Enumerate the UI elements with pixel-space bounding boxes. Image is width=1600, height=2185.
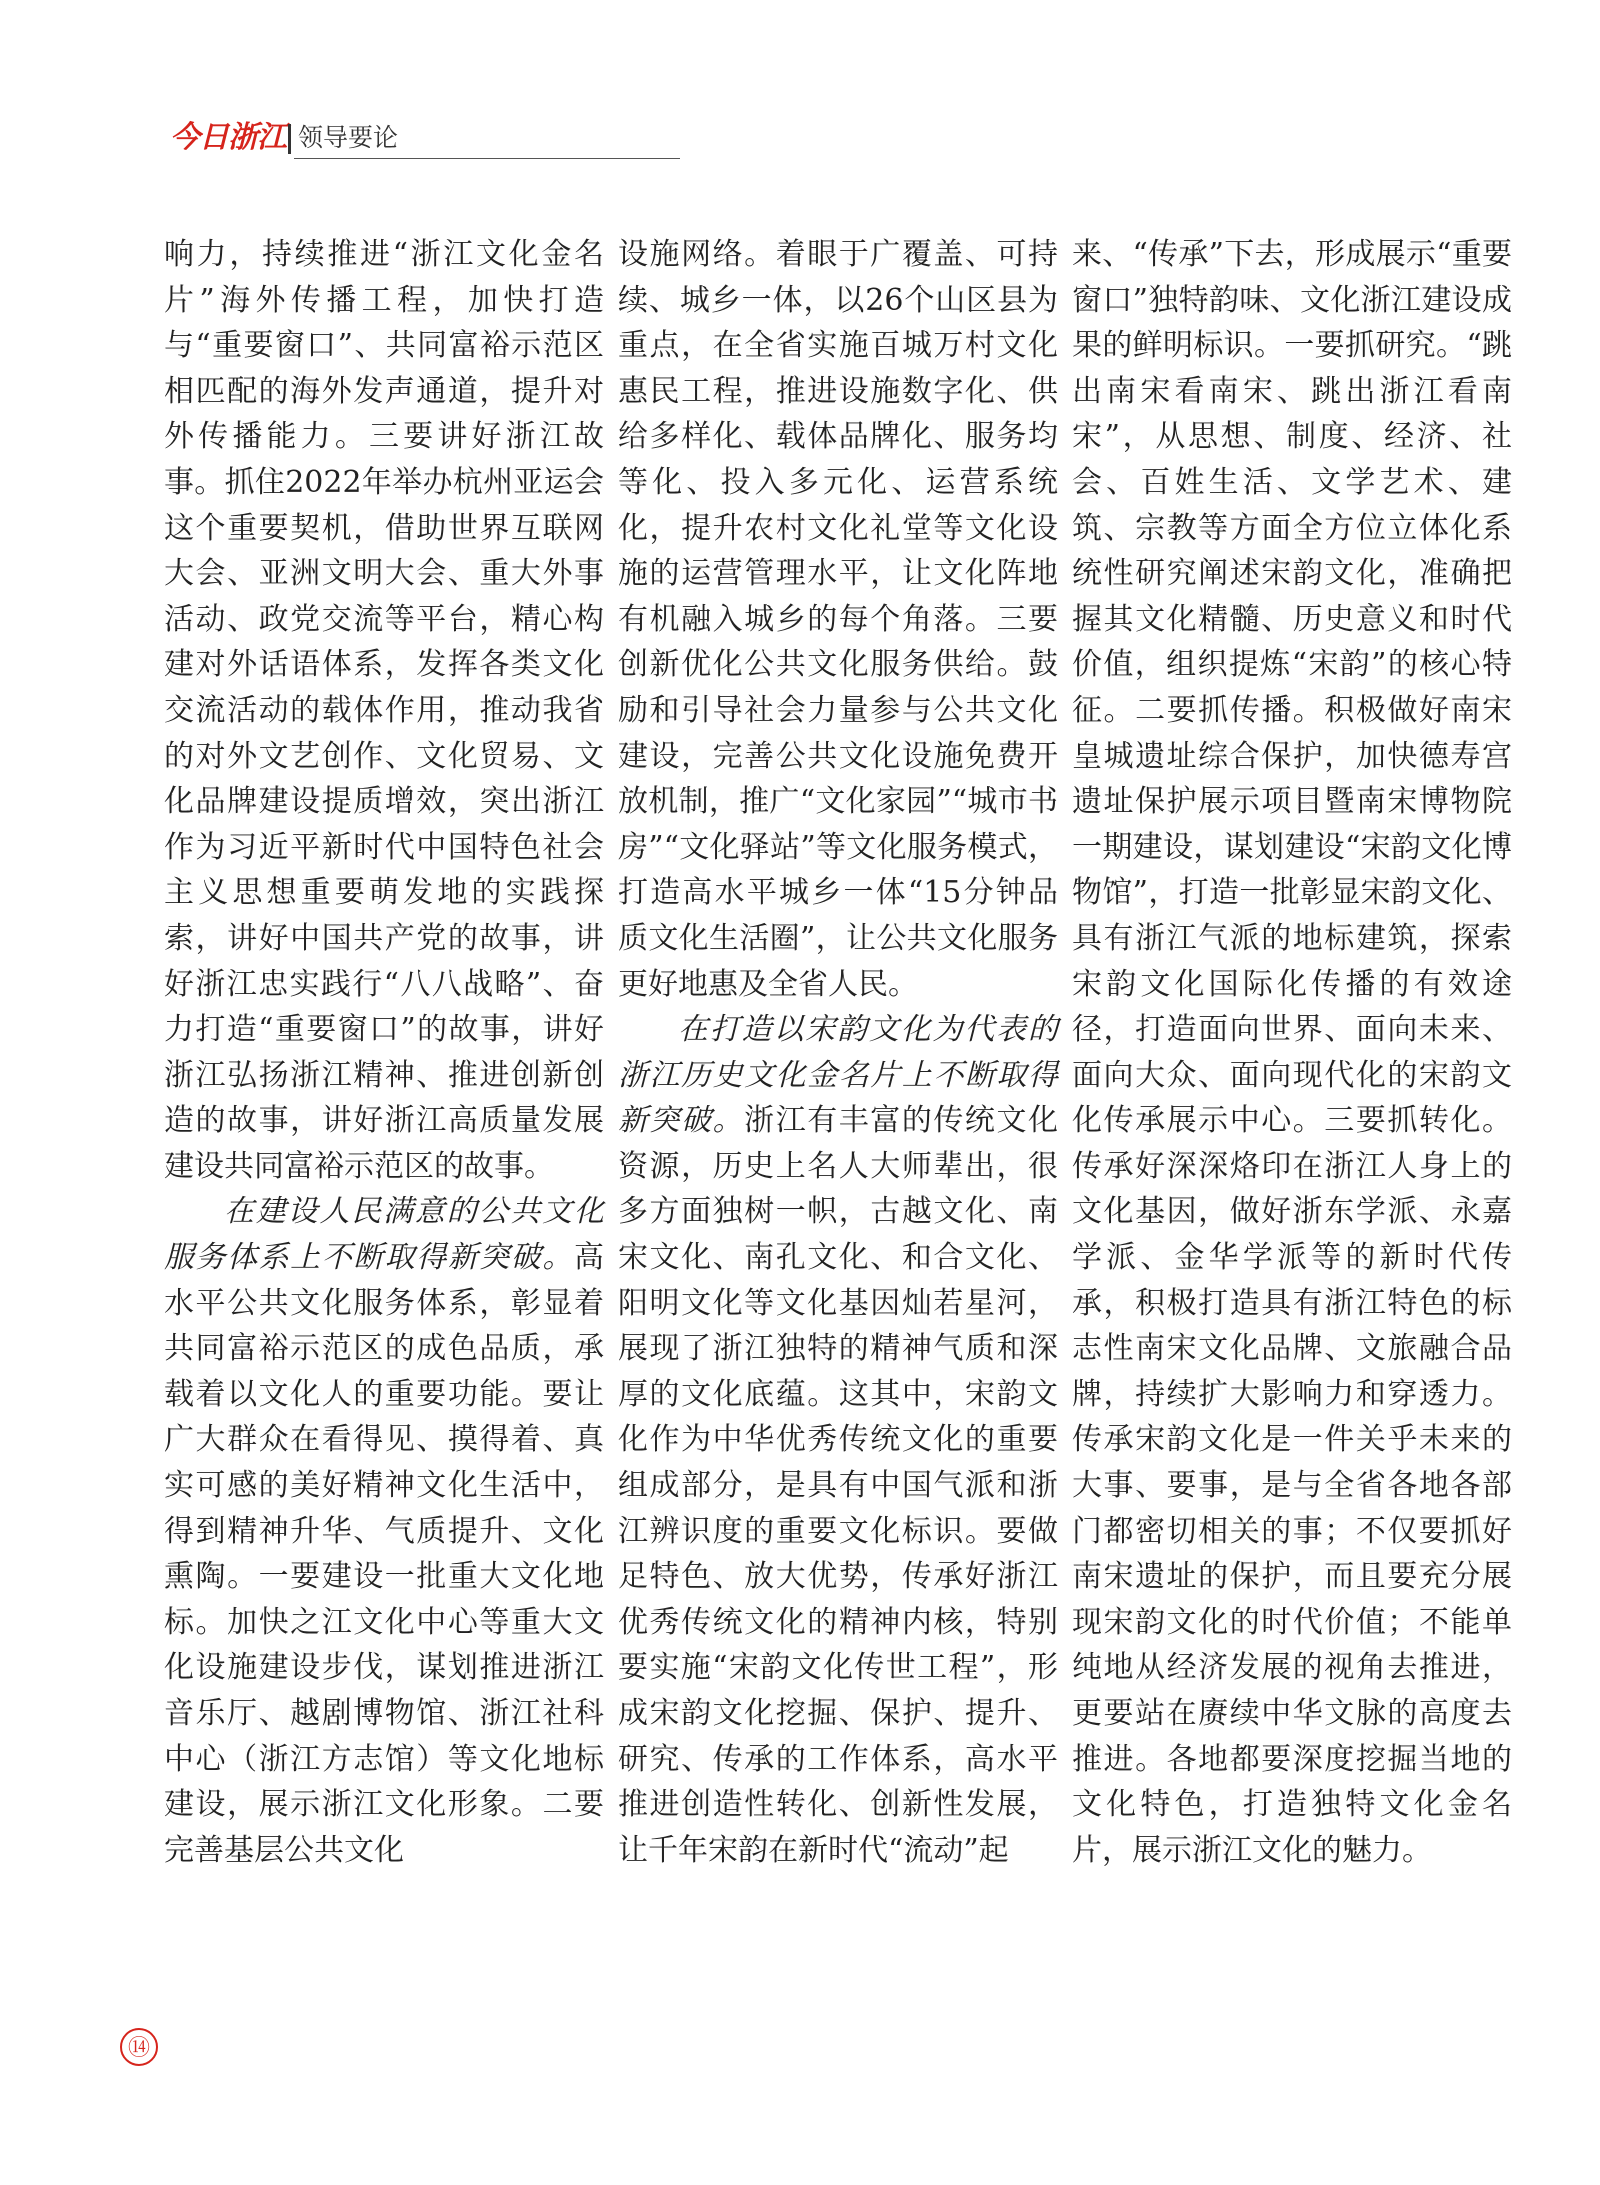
header-separator bbox=[288, 124, 291, 154]
text-column-1 bbox=[164, 232, 604, 1873]
section-title: 领导要论 bbox=[298, 123, 399, 152]
paragraph: 设施网络。着眼于广覆盖、可持续、城乡一体，以26个山区县为重点，在全省实施百城万村文化惠民工程，推进设施数字化、供给多样化、载体品牌化、服务均等化、投入多元化、运营系统化，提升农村文化礼堂等文化设施的运营管理水平，让文化阵地有机融入城乡的每个角落。三要创新优化公共文化服务供给。鼓励和引导社会力量参与公共文化建设，完善公共文化设施免费开放机制，推广“文化家园”“城市书房”“文化驿站”等文化服务模式，打造高水平城乡一体“15分钟品质文化生活圈”，让公共文化服务更好地惠及全省人民。 bbox=[618, 237, 1058, 1002]
paragraph: 来、“传承”下去，形成展示“重要窗口”独特韵味、文化浙江建设成果的鲜明标识。一要抓研究。“跳出南宋看南宋、跳出浙江看南宋”，从思想、制度、经济、社会、百姓生活、文学艺术、建筑、宗教等方面全方位立体化系统性研究阐述宋韵文化，准确把握其文化精髓、历史意义和时代价值，组织提炼“宋韵”的核心特征。二要抓传播。积极做好南宋皇城遗址综合保护，加快德寿宫遗址保护展示项目暨南宋博物院一期建设，谋划建设“宋韵文化博物馆”，打造一批彰显宋韵文化、具有浙江气派的地标建筑，探索宋韵文化国际化传播的有效途径，打造面向世界、面向未来、面向大众、面向现代化的宋韵文化传承展示中心。三要抓转化。传承好深深烙印在浙江人身上的文化基因，做好浙东学派、永嘉学派、金华学派等的新时代传承，积极打造具有浙江特色的标志性南宋文化品牌、文旅融合品牌，持续扩大影响力和穿透力。传承宋韵文化是一件关乎未来的大事、要事，是与全省各地各部门都密切相关的事；不仅要抓好南宋遗址的保护，而且要充分展现宋韵文化的时代价值；不能单纯地从经济发展的视角去推进，更要站在赓续中华文脉的高度去推进。各地都要深度挖掘当地的文化特色，打造独特文化金名片，展示浙江文化的魅力。 bbox=[1072, 237, 1512, 1868]
paragraph: 响力，持续推进“浙江文化金名片”海外传播工程，加快打造与“重要窗口”、共同富裕示范区相匹配的海外发声通道，提升对外传播能力。三要讲好浙江故事。抓住2022年举办杭州亚运会这个重要契机，借助世界互联网大会、亚洲文明大会、重大外事活动、政党交流等平台，精心构建对外话语体系，发挥各类文化交流活动的载体作用，推动我省的对外文艺创作、文化贸易、文化品牌建设提质增效，突出浙江作为习近平新时代中国特色社会主义思想重要萌发地的实践探索，讲好中国共产党的故事，讲好浙江忠实践行“八八战略”、奋力打造“重要窗口”的故事，讲好浙江弘扬浙江精神、推进创新创造的故事，讲好浙江高质量发展建设共同富裕示范区的故事。 bbox=[164, 237, 604, 1184]
paragraph bbox=[618, 1007, 1058, 1873]
page-number: ⑭ bbox=[120, 2028, 158, 2066]
paragraph-body: 浙江有丰富的传统文化资源，历史上名人大师辈出，很多方面独树一帜，古越文化、南宋文化、南孔文化、和合文化、阳明文化等文化基因灿若星河，展现了浙江独特的精神气质和深厚的文化底蕴。这其中，宋韵文化作为中华优秀传统文化的重要组成部分，是具有中国气派和浙江辨识度的重要文化标识。要做足特色、放大优势，传承好浙江优秀传统文化的精神内核，特别要实施“宋韵文化传世工程”，形成宋韵文化挖掘、保护、提升、研究、传承的工作体系，高水平推进创造性转化、创新性发展，让千年宋韵在新时代“流动”起 bbox=[618, 1103, 1059, 1868]
header-rule bbox=[294, 158, 680, 159]
magazine-logo: 今日浙江 bbox=[170, 120, 286, 155]
text-column-2 bbox=[618, 232, 1058, 1873]
page-header bbox=[170, 118, 510, 162]
paragraph-body: 高水平公共文化服务体系，彰显着共同富裕示范区的成色品质，承载着以文化人的重要功能。要让广大群众在看得见、摸得着、真实可感的美好精神文化生活中，得到精神升华、气质提升、文化熏陶。一要建设一批重大文化地标。加快之江文化中心等重大文化设施建设步伐，谋划推进浙江音乐厅、越剧博物馆、浙江社科中心（浙江方志馆）等文化地标建设，展示浙江文化形象。二要完善基层公共文化 bbox=[164, 1240, 604, 1868]
text-column-3 bbox=[1072, 232, 1512, 1873]
paragraph bbox=[164, 1189, 604, 1873]
paragraph-lead: 在打造以宋韵文化为代表的浙江历史文化金名片上不断取得新突破。 bbox=[618, 1012, 1058, 1139]
paragraph-lead: 在建设人民满意的公共文化服务体系上不断取得新突破。 bbox=[164, 1194, 604, 1276]
